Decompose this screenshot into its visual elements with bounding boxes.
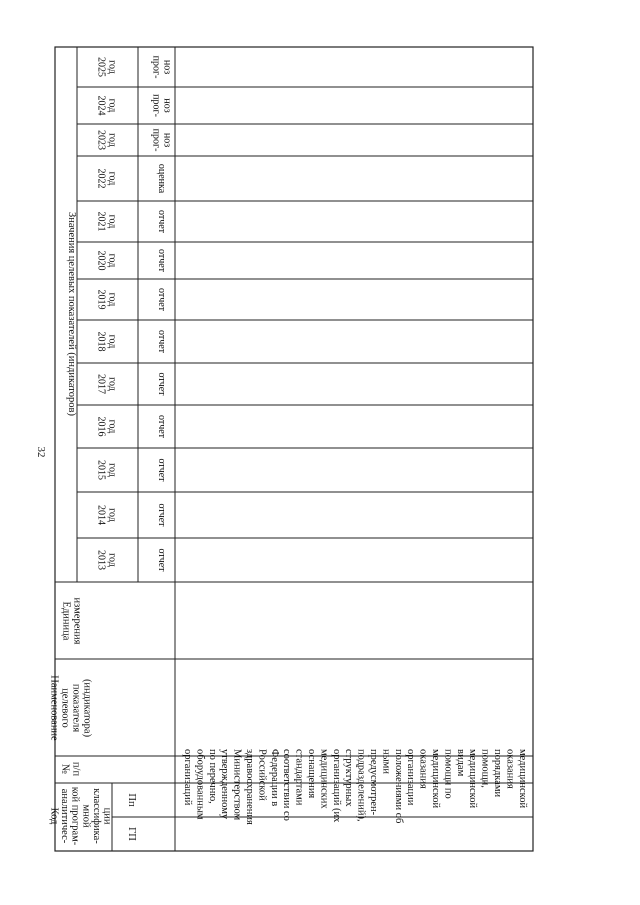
year-header-2019: 2019год (95, 289, 118, 310)
table-border (55, 47, 533, 851)
indicator-name-line: ными (380, 749, 392, 774)
indicator-name-line: медицинской (430, 749, 441, 809)
num-header: №п/п (59, 761, 82, 777)
code-header: Коданалитичес-кой програм-мнойклассифика-ции (48, 786, 113, 846)
year-header-2023: 2023год (95, 130, 118, 150)
indicator-name-line: Министерством (231, 749, 243, 821)
indicator-name-line: организации (405, 749, 417, 806)
year-type-2021: отчет (156, 209, 167, 234)
indicator-name-line: медицинской (467, 749, 479, 809)
year-type-2024: прог-ноз (150, 94, 173, 117)
year-header-2025: 2025год (95, 57, 118, 77)
indicator-name-line: оборудованным (194, 749, 206, 820)
indicator-name-line: оказания (504, 749, 516, 789)
year-header-2018: 2018год (95, 331, 118, 352)
gp-header: ГП (126, 827, 137, 841)
name-header: Наименованиецелевогопоказателя(индикатора) (48, 675, 93, 741)
year-header-2021: 2021год (95, 211, 118, 232)
year-type-2014: отчет (156, 503, 167, 527)
year-type-2025: прог-ноз (150, 55, 173, 79)
year-type-2016: отчет (156, 414, 167, 439)
page-number: 32 (35, 446, 47, 458)
year-type-2013: отчет (156, 548, 167, 572)
indicator-name-line: положениями об (392, 749, 404, 824)
year-type-2017: отчет (156, 372, 167, 396)
indicator-name-line: соответствии со (281, 749, 293, 821)
unit-header: Единицаизмерения (60, 597, 83, 645)
indicator-name-line: видам (454, 749, 466, 777)
values-header-label: Значения целевых показателей (индикаторов) (66, 212, 77, 416)
year-type-2023: прог-ноз (150, 128, 173, 152)
indicator-name-line: структурных (343, 749, 355, 807)
year-header-2022: 2022год (95, 168, 118, 189)
year-type-2020: отчет (156, 248, 167, 273)
year-header-2017: 2017год (95, 374, 118, 394)
table-grid (55, 47, 533, 851)
year-type-2015: отчет (156, 458, 167, 482)
indicator-name-line: утвержденному (219, 749, 231, 820)
indicator-name-line: по перечню, (206, 749, 218, 804)
year-type-2019: отчет (156, 287, 167, 312)
year-header-2016: 2016год (95, 416, 118, 437)
year-header-2020: 2020год (95, 250, 118, 271)
indicator-name-line: помощи по (442, 749, 454, 799)
indicator-name-line: оснащения (306, 749, 317, 799)
indicator-name-line: организаций (182, 749, 193, 806)
year-type-2018: отчет (156, 329, 167, 354)
indicator-name-line: оказания (417, 749, 429, 789)
indicator-name-line: организаций (их (330, 749, 342, 823)
indicator-name-line: Федерации в (268, 749, 280, 807)
year-header-2013: 2013год (95, 550, 118, 570)
table-labels (48, 56, 527, 846)
indicator-name-line: медицинских (318, 749, 330, 809)
year-header-2024: 2024год (95, 95, 118, 116)
indicator-name-line: предусмотрен- (368, 749, 379, 816)
year-type-2022: оценка (156, 163, 167, 194)
indicator-name-text (182, 749, 528, 825)
year-header-2014: 2014год (95, 505, 118, 525)
indicator-name-line: здравоохранения (244, 749, 255, 825)
indicator-name-line: Российской (256, 749, 268, 801)
indicator-name-line: подразделений), (355, 749, 367, 822)
indicator-name-line: медицинской (516, 749, 528, 809)
indicator-name-line: порядками (492, 749, 503, 798)
year-header-2015: 2015год (95, 460, 118, 480)
indicator-name-line: стандартами (293, 749, 305, 806)
pp-header: Пп (126, 793, 137, 807)
indicator-name-line: помощи, (479, 749, 491, 788)
